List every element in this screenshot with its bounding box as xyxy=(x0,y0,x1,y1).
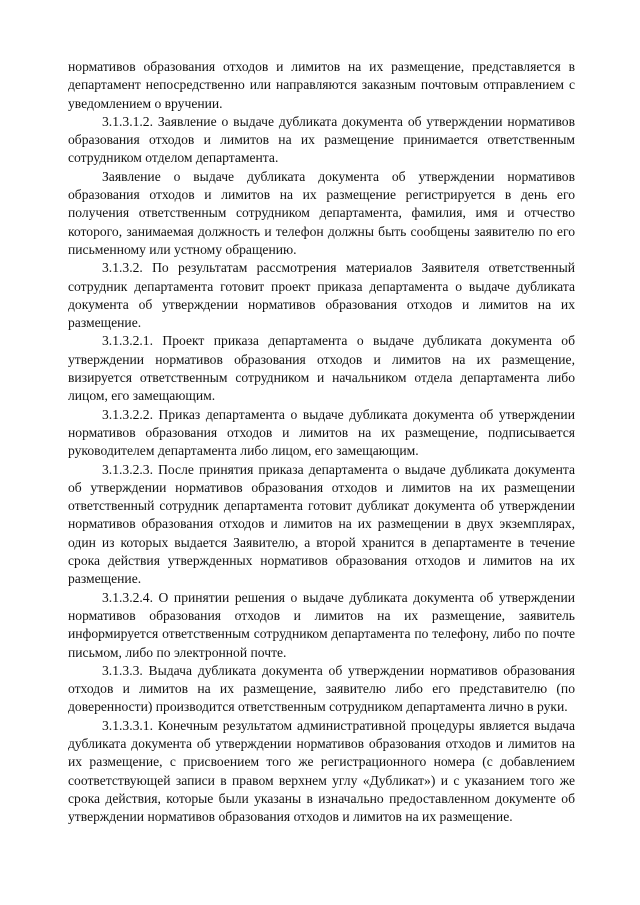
document-page xyxy=(68,58,575,826)
paragraph-3-1-3-2-1: 3.1.3.2.1. Проект приказа департамента о выдаче дубликата документа об утверждении нормативов образования отходов и лимитов на их размещение, визируется ответственным сотрудником и начальником отдела департамента либо лицом, его замещающим. xyxy=(68,333,575,404)
paragraph-3-1-3-2-2: 3.1.3.2.2. Приказ департамента о выдаче дубликата документа об утверждении нормативов образования отходов и лимитов на их размещение, подписывается руководителем департамента либо лицом, его замещающим. xyxy=(68,406,575,459)
paragraph-3-1-3-2: 3.1.3.2. По результатам рассмотрения материалов Заявителя ответственный сотрудник департамента готовит проект приказа департамента о выдаче дубликата документа об утверждении нормативов образования отходов и лимитов на их размещение. xyxy=(68,260,575,331)
paragraph-3-1-3-3-1: 3.1.3.3.1. Конечным результатом административной процедуры является выдача дубликата документа об утверждении нормативов образования отходов и лимитов на их размещение, с присвоением того же регистрационного номера (с добавлением соответствующей записи в правом верхнем углу «Дубликат») и с указанием того же срока действия, которые были указаны в изначально предоставленном документе об утверждении нормативов образования отходов и лимитов на их размещение. xyxy=(68,717,575,825)
paragraph-3-1-3-2-4: 3.1.3.2.4. О принятии решения о выдаче дубликата документа об утверждении нормативов образования отходов и лимитов на их размещение, заявитель информируется ответственным сотрудником департамента по телефону, либо по почте письмом, либо по электронной почте. xyxy=(68,589,575,660)
paragraph-3-1-3-1-2: 3.1.3.1.2. Заявление о выдаче дубликата документа об утверждении нормативов образования отходов и лимитов на их размещение принимается ответственным сотрудником отделом департамента. xyxy=(68,113,575,166)
paragraph-continuation: нормативов образования отходов и лимитов на их размещение, представляется в департамент непосредственно или направляются заказным почтовым отправлением с уведомлением о вручении. xyxy=(68,59,575,111)
paragraph-registration: Заявление о выдаче дубликата документа об утверждении нормативов образования отходов и лимитов на их размещение регистрируется в день его получения ответственным сотрудником департамента, фамилия, имя и отчество которого, занимаемая должность и телефон должны быть сообщены заявителю по его письменному или устному обращению. xyxy=(68,168,575,257)
paragraph-3-1-3-2-3: 3.1.3.2.3. После принятия приказа департамента о выдаче дубликата документа об утверждении нормативов образования отходов и лимитов на их размещении ответственный сотрудник департамента готовит дубликат документа об утверждении нормативов образования отходов и лимитов на их размещении в двух экземплярах, один из которых выдается Заявителю, а второй хранится в департаменте в течение срока действия утвержденных нормативов образования отходов и лимитов на их размещение. xyxy=(68,461,575,587)
paragraph-3-1-3-3: 3.1.3.3. Выдача дубликата документа об утверждении нормативов образования отходов и лимитов на их размещение, заявителю либо его представителю (по доверенности) производится ответственным сотрудником департамента лично в руки. xyxy=(68,662,575,715)
